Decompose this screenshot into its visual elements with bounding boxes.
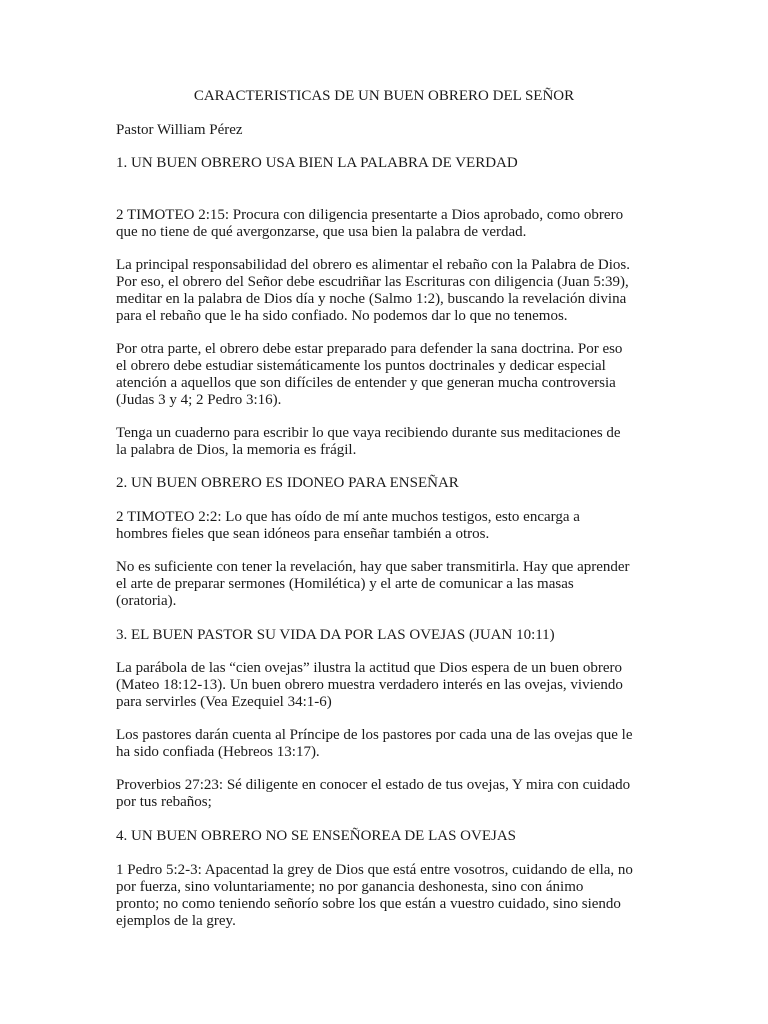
text-line: meditar en la palabra de Dios día y noche (Salmo 1:2), buscando la revelación divina bbox=[116, 291, 627, 307]
heading-1: 1. UN BUEN OBRERO USA BIEN LA PALABRA DE VERDAD bbox=[116, 155, 518, 171]
text-line: 2 TIMOTEO 2:2: Lo que has oído de mí ante muchos testigos, esto encarga a bbox=[116, 509, 580, 525]
text-line: pronto; no como teniendo señorío sobre los que están a vuestro cuidado, sino siendo bbox=[116, 896, 621, 912]
text-line: por fuerza, sino voluntariamente; no por ganancia deshonesta, sino con ánimo bbox=[116, 879, 584, 895]
author-line: Pastor William Pérez bbox=[116, 122, 243, 138]
text-line: Proverbios 27:23: Sé diligente en conocer el estado de tus ovejas, Y mira con cuidado bbox=[116, 777, 631, 793]
text-line: ejemplos de la grey. bbox=[116, 913, 236, 929]
text-line: 2 TIMOTEO 2:15: Procura con diligencia presentarte a Dios aprobado, como obrero bbox=[116, 207, 624, 223]
text-line: La principal responsabilidad del obrero es alimentar el rebaño con la Palabra de Dios. bbox=[116, 257, 630, 273]
text-line: Por eso, el obrero del Señor debe escudriñar las Escrituras con diligencia (Juan 5:39), bbox=[116, 274, 629, 290]
text-line: (Mateo 18:12-13). Un buen obrero muestra verdadero interés en las ovejas, viviendo bbox=[116, 677, 623, 693]
text-line: por tus rebaños; bbox=[116, 794, 212, 810]
heading-2: 2. UN BUEN OBRERO ES IDONEO PARA ENSEÑAR bbox=[116, 475, 459, 491]
text-line: el obrero debe estudiar sistemáticamente los puntos doctrinales y dedicar especial bbox=[116, 358, 606, 374]
text-line: ha sido confiada (Hebreos 13:17). bbox=[116, 744, 320, 760]
text-line: Tenga un cuaderno para escribir lo que vaya recibiendo durante sus meditaciones de bbox=[116, 425, 621, 441]
text-line: atención a aquellos que son difíciles de entender y que generan mucha controversia bbox=[116, 375, 616, 391]
text-line: (Judas 3 y 4; 2 Pedro 3:16). bbox=[116, 392, 282, 408]
text-line: hombres fieles que sean idóneos para enseñar también a otros. bbox=[116, 526, 490, 542]
text-line: que no tiene de qué avergonzarse, que usa bien la palabra de verdad. bbox=[116, 224, 527, 240]
text-line: 1 Pedro 5:2-3: Apacentad la grey de Dios que está entre vosotros, cuidando de ella, no bbox=[116, 862, 633, 878]
document-title: CARACTERISTICAS DE UN BUEN OBRERO DEL SEÑOR bbox=[193, 88, 575, 104]
text-line: el arte de preparar sermones (Homilética) y el arte de comunicar a las masas bbox=[116, 576, 574, 592]
text-line: la palabra de Dios, la memoria es frágil. bbox=[116, 442, 357, 458]
text-line: para servirles (Vea Ezequiel 34:1-6) bbox=[116, 694, 332, 710]
text-line: No es suficiente con tener la revelación, hay que saber transmitirla. Hay que aprender bbox=[116, 559, 630, 575]
heading-4: 4. UN BUEN OBRERO NO SE ENSEÑOREA DE LAS OVEJAS bbox=[116, 828, 517, 844]
text-line: (oratoria). bbox=[116, 593, 177, 609]
text-line: La parábola de las “cien ovejas” ilustra la actitud que Dios espera de un buen obrero bbox=[116, 660, 623, 676]
heading-3: 3. EL BUEN PASTOR SU VIDA DA POR LAS OVEJAS (JUAN 10:11) bbox=[116, 627, 555, 643]
text-line: Los pastores darán cuenta al Príncipe de los pastores por cada una de las ovejas que le bbox=[116, 727, 633, 743]
text-line: Por otra parte, el obrero debe estar preparado para defender la sana doctrina. Por eso bbox=[116, 341, 623, 357]
text-line: para el rebaño que le ha sido confiado. No podemos dar lo que no tenemos. bbox=[116, 308, 568, 324]
